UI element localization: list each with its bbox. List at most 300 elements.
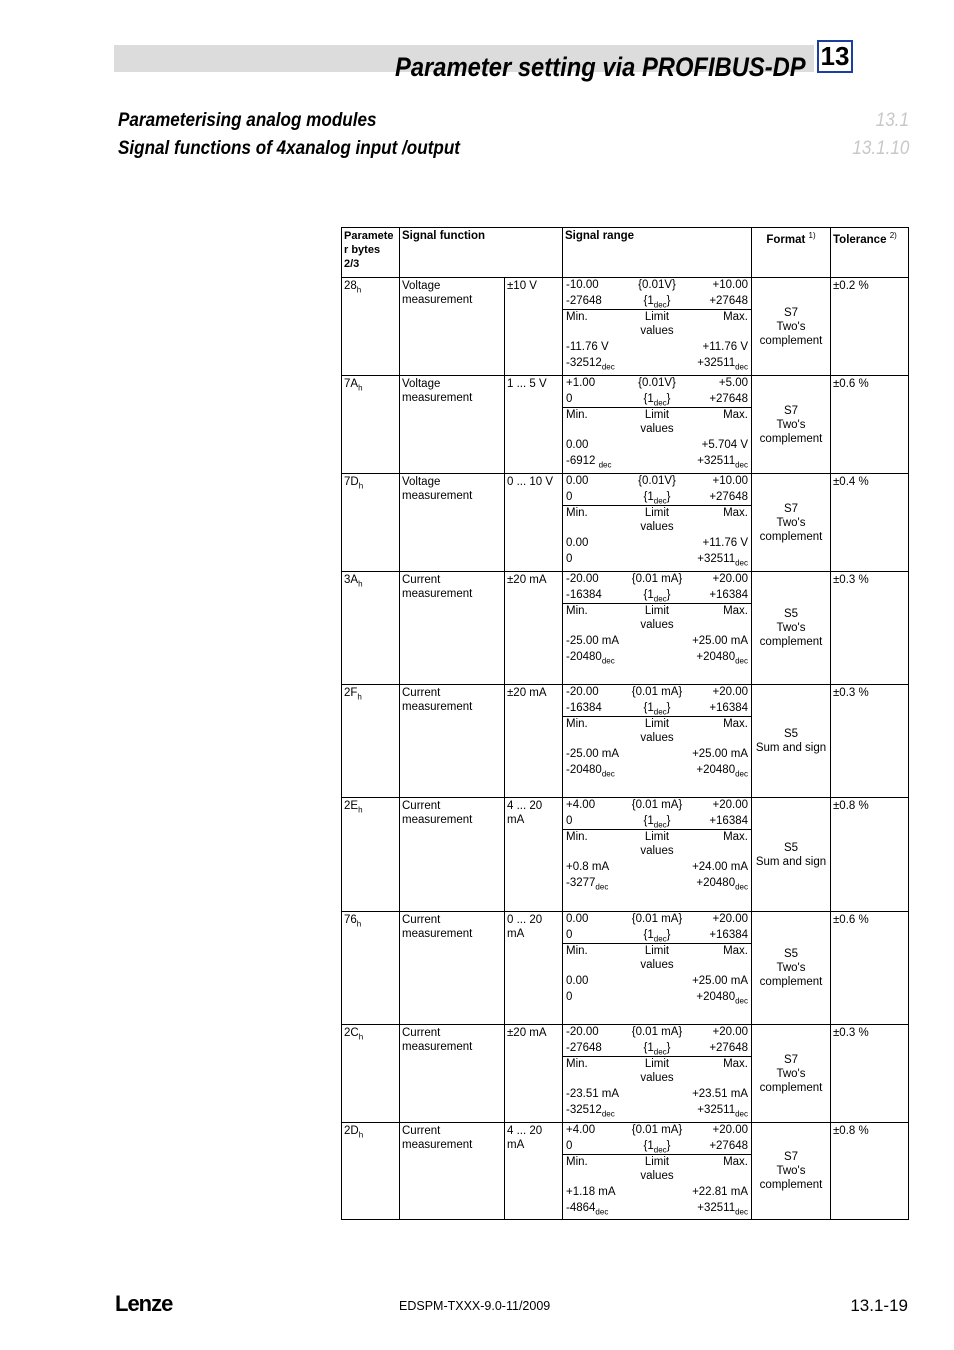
limit-min: 0.00 — [566, 975, 589, 987]
subscript: dec — [735, 655, 749, 665]
nominal-dec-max: +16384 — [709, 701, 749, 714]
limit-values — [563, 1056, 751, 1118]
signal-function: Current measurement — [399, 1025, 504, 1122]
nominal-dec-unit: $\{1_{dec}\}$ — [643, 701, 671, 716]
header-format-label: Format — [766, 233, 806, 246]
signal-type-range: 1 ... 5 V — [504, 376, 562, 473]
tolerance: ±0.8 % — [830, 798, 909, 911]
signal-range — [562, 474, 751, 571]
footnote-1: 1) — [808, 231, 816, 240]
table-row — [341, 375, 909, 473]
nominal-min: +1.00 — [566, 377, 596, 389]
signal-type-range: 4 ... 20 mA — [504, 798, 562, 911]
nominal-unit: {0.01 mA} — [631, 799, 683, 811]
format — [751, 572, 830, 684]
table-row — [341, 1024, 909, 1122]
nominal-max: +20.00 — [712, 913, 749, 925]
subscript: h — [358, 1032, 364, 1042]
signal-function: Voltage measurement — [399, 278, 504, 375]
format-name: Two's complement — [759, 962, 823, 988]
max-label: Max. — [723, 311, 748, 323]
nominal-values — [563, 376, 751, 392]
limit-max: +5.704 V — [701, 439, 749, 451]
signal-type-range: ±20 mA — [504, 685, 562, 797]
limit-min: -25.00 mA — [566, 635, 620, 647]
nominal-values — [563, 1123, 751, 1139]
limit-label: Limit values — [640, 605, 674, 631]
param-value: 7D — [344, 476, 359, 488]
signal-type-range: 4 ... 20 mA — [504, 1123, 562, 1219]
min-label: Min. — [566, 718, 588, 730]
format-code: S7 — [783, 1053, 799, 1066]
section-number-2: 13.1.10 — [851, 138, 909, 159]
subscript: dec — [653, 593, 667, 603]
nominal-dec-min: -16384 — [566, 588, 602, 601]
dec-unit-prefix: {1 — [643, 392, 654, 405]
nominal-dec-unit: $\{1_{dec}\}$ — [643, 928, 671, 943]
subscript: dec — [653, 397, 667, 407]
limit-values — [563, 309, 751, 371]
signal-type-range: 0 ... 20 mA — [504, 912, 562, 1024]
max-label: Max. — [723, 718, 748, 730]
limit-min-dec — [566, 454, 627, 470]
section-number-1: 13.1 — [875, 110, 909, 131]
nominal-unit: {0.01V} — [638, 377, 676, 389]
limit-min-dec — [566, 1201, 627, 1217]
dec-unit-prefix: {1 — [643, 701, 654, 714]
param-value: 28 — [344, 280, 357, 292]
dec-unit-prefix: {1 — [643, 490, 654, 503]
table-header — [341, 227, 909, 277]
format-code: S7 — [783, 404, 799, 417]
subscript: h — [358, 383, 363, 393]
signal-function: Voltage measurement — [399, 376, 504, 473]
nominal-min: -20.00 — [566, 686, 599, 698]
limit-max-dec — [687, 763, 748, 779]
signal-range — [562, 572, 751, 684]
tolerance: ±0.8 % — [830, 1123, 909, 1219]
subscript: dec — [653, 1046, 667, 1056]
limit-values — [563, 407, 751, 469]
subscript: h — [358, 579, 363, 589]
nominal-dec-min: -27648 — [566, 294, 602, 307]
limit-max-dec-value: +32511 — [697, 552, 736, 565]
format-name: Two's complement — [759, 418, 823, 445]
subscript: dec — [653, 819, 667, 829]
nominal-max: +20.00 — [712, 1026, 749, 1038]
signal-range — [562, 376, 751, 473]
nominal-dec-values — [563, 392, 751, 408]
param-value: 3A — [344, 574, 359, 586]
max-label: Max. — [723, 831, 748, 843]
subscript: dec — [735, 1206, 749, 1216]
subscript: h — [357, 692, 362, 702]
nominal-min: 0.00 — [566, 475, 589, 487]
table-row — [341, 473, 909, 571]
subscript: dec — [601, 1108, 615, 1118]
subscript: h — [358, 1130, 364, 1140]
limit-max-dec — [687, 552, 748, 568]
nominal-dec-max: +16384 — [709, 588, 749, 601]
nominal-unit: {0.01V} — [638, 279, 676, 291]
format-code: S7 — [783, 306, 799, 319]
nominal-dec-max: +27648 — [709, 490, 749, 503]
nominal-max: +5.00 — [718, 377, 749, 389]
limit-values — [563, 1154, 751, 1216]
subscript: dec — [735, 995, 749, 1005]
nominal-dec-unit: $\{1_{dec}\}$ — [643, 294, 671, 309]
limit-label: Limit values — [640, 831, 674, 857]
page-number: 13.1-19 — [850, 1296, 908, 1315]
limit-max: +25.00 mA — [692, 748, 749, 760]
nominal-unit: {0.01 mA} — [631, 573, 683, 585]
format-code: S5 — [783, 608, 799, 620]
nominal-unit: {0.01 mA} — [631, 913, 683, 925]
format-name: Two's complement — [759, 516, 823, 543]
nominal-dec-values — [563, 814, 751, 830]
tolerance: ±0.6 % — [830, 912, 909, 1024]
nominal-unit: {0.01 mA} — [631, 1124, 683, 1136]
limit-max-dec-value: +20480 — [696, 990, 736, 1003]
signal-function: Current measurement — [399, 912, 504, 1024]
format — [751, 1123, 830, 1219]
format-code: S7 — [783, 502, 799, 515]
limit-min-dec — [566, 763, 627, 779]
format-code: S5 — [783, 948, 799, 960]
limit-min: -23.51 mA — [566, 1088, 620, 1100]
nominal-dec-unit: $\{1_{dec}\}$ — [643, 588, 671, 603]
param-byte — [341, 376, 399, 473]
format — [751, 912, 830, 1024]
min-label: Min. — [566, 409, 588, 421]
format — [751, 685, 830, 797]
signal-range — [562, 278, 751, 375]
format-code: S5 — [783, 728, 799, 740]
nominal-dec-max: +27648 — [709, 1041, 749, 1054]
format-code: S7 — [783, 1151, 799, 1163]
min-label: Min. — [566, 605, 588, 617]
nominal-unit: {0.01V} — [638, 475, 676, 487]
document-id: EDSPM-TXXX-9.0-11/2009 — [399, 1299, 551, 1313]
signal-type-range: 0 ... 10 V — [504, 474, 562, 571]
nominal-max: +10.00 — [712, 475, 749, 487]
signal-range — [562, 685, 751, 797]
max-label: Max. — [723, 1058, 748, 1070]
nominal-dec-min: 0 — [566, 814, 573, 827]
nominal-dec-min: 0 — [566, 1139, 573, 1152]
nominal-dec-values — [563, 294, 751, 310]
table-row — [341, 684, 909, 797]
param-value: 76 — [344, 914, 357, 926]
dec-unit-prefix: {1 — [643, 1139, 654, 1152]
nominal-dec-unit: $\{1_{dec}\}$ — [643, 1041, 671, 1056]
nominal-dec-max: +27648 — [709, 294, 749, 307]
limit-max: +22.81 mA — [692, 1186, 749, 1198]
limit-min: -25.00 mA — [566, 748, 620, 760]
subscript: dec — [653, 1144, 667, 1154]
signal-function: Current measurement — [399, 572, 504, 684]
header-param: Paramete r bytes 2/3 — [341, 228, 399, 277]
max-label: Max. — [723, 945, 748, 957]
page-title: Parameter setting via PROFIBUS-DP — [395, 52, 806, 82]
limit-values — [563, 603, 751, 665]
param-value: 2E — [344, 800, 359, 812]
param-value: 7A — [344, 378, 359, 390]
limit-min-dec-value: 0 — [566, 552, 573, 565]
nominal-dec-values — [563, 928, 751, 944]
nominal-values — [563, 1025, 751, 1041]
param-byte — [341, 912, 399, 1024]
tolerance: ±0.3 % — [830, 685, 909, 797]
min-label: Min. — [566, 311, 588, 323]
format — [751, 1025, 830, 1122]
header-range: Signal range — [562, 228, 751, 277]
signal-type-range: ±20 mA — [504, 1025, 562, 1122]
nominal-values — [563, 572, 751, 588]
nominal-unit: {0.01 mA} — [631, 686, 683, 698]
subscript: dec — [735, 1108, 749, 1118]
limit-label: Limit values — [640, 718, 674, 744]
limit-min-dec-value: -32512 — [566, 1103, 602, 1116]
nominal-max: +20.00 — [712, 799, 749, 811]
format — [751, 798, 830, 911]
nominal-dec-min: 0 — [566, 490, 573, 503]
nominal-min: +4.00 — [566, 799, 596, 811]
lenze-logo: Lenze — [115, 1291, 173, 1316]
table-row — [341, 1122, 909, 1220]
subscript: h — [358, 805, 363, 815]
subscript: dec — [735, 768, 749, 778]
subscript: dec — [601, 655, 615, 665]
param-byte — [341, 474, 399, 571]
min-label: Min. — [566, 945, 588, 957]
limit-max-dec-value: +32511 — [697, 1201, 736, 1214]
limit-label: Limit values — [640, 507, 674, 533]
nominal-dec-min: -27648 — [566, 1041, 602, 1054]
nominal-dec-min: 0 — [566, 392, 573, 405]
header-tolerance-label: Tolerance — [833, 233, 887, 246]
limit-max-dec — [687, 1201, 748, 1217]
signal-function: Voltage measurement — [399, 474, 504, 571]
signal-range — [562, 1123, 751, 1219]
limit-label: Limit values — [640, 311, 674, 337]
subscript: h — [358, 481, 364, 491]
dec-unit-prefix: {1 — [643, 1041, 654, 1054]
chapter-number: 13 — [817, 40, 853, 73]
limit-max-dec-value: +20480 — [696, 876, 736, 889]
limit-values — [563, 943, 751, 1005]
header-function: Signal function — [399, 228, 562, 277]
param-byte — [341, 685, 399, 797]
signal-function: Current measurement — [399, 798, 504, 911]
header-tolerance — [830, 228, 909, 277]
limit-min-dec — [566, 650, 627, 666]
limit-min-dec — [566, 1103, 627, 1119]
limit-max-dec — [687, 454, 748, 470]
format-name: Two's complement — [759, 320, 823, 347]
limit-max-dec — [687, 990, 748, 1006]
limit-min-dec-value: -6912 — [566, 454, 599, 467]
dec-unit-prefix: {1 — [643, 814, 654, 827]
format — [751, 376, 830, 473]
nominal-min: -20.00 — [566, 573, 599, 585]
limit-min-dec-value: -32512 — [566, 356, 602, 369]
limit-min: -11.76 V — [566, 341, 609, 353]
limit-max-dec — [687, 356, 748, 372]
limit-max-dec — [687, 1103, 748, 1119]
limit-max-dec — [687, 876, 748, 892]
min-label: Min. — [566, 1156, 588, 1168]
nominal-max: +20.00 — [712, 686, 749, 698]
param-value: 2C — [344, 1027, 359, 1039]
min-label: Min. — [566, 507, 588, 519]
nominal-max: +20.00 — [712, 573, 749, 585]
limit-min-dec — [566, 876, 627, 892]
format-name: Two's complement — [759, 1067, 823, 1094]
format — [751, 474, 830, 571]
limit-max: +25.00 mA — [692, 975, 749, 987]
limit-min: 0.00 — [566, 439, 589, 451]
param-value: 2D — [344, 1125, 359, 1137]
nominal-min: -10.00 — [566, 279, 599, 291]
nominal-dec-unit: $\{1_{dec}\}$ — [643, 1139, 671, 1154]
limit-label: Limit values — [640, 1156, 674, 1182]
nominal-dec-min: -16384 — [566, 701, 602, 714]
nominal-unit: {0.01 mA} — [631, 1026, 683, 1038]
nominal-values — [563, 685, 751, 701]
table-row — [341, 277, 909, 375]
nominal-dec-values — [563, 588, 751, 604]
footnote-2: 2) — [889, 231, 897, 240]
subscript: h — [356, 919, 362, 929]
signal-function: Current measurement — [399, 1123, 504, 1219]
limit-min: +0.8 mA — [566, 861, 610, 873]
subtitle-2: Signal functions of 4xanalog input /output — [118, 138, 460, 159]
max-label: Max. — [723, 605, 748, 617]
nominal-values — [563, 474, 751, 490]
signal-type-range: ±10 V — [504, 278, 562, 375]
format-name: Two's complement — [759, 622, 823, 648]
limit-min-dec-value: -3277 — [566, 876, 596, 889]
param-byte — [341, 1123, 399, 1219]
nominal-values — [563, 278, 751, 294]
tolerance: ±0.6 % — [830, 376, 909, 473]
subscript: dec — [653, 706, 667, 716]
limit-min-dec-value: -4864 — [566, 1201, 596, 1214]
nominal-max: +20.00 — [712, 1124, 749, 1136]
subscript: dec — [653, 933, 667, 943]
subscript: dec — [595, 1206, 609, 1216]
nominal-dec-unit: $\{1_{dec}\}$ — [643, 814, 671, 829]
limit-max: +24.00 mA — [692, 861, 749, 873]
dec-unit-prefix: {1 — [643, 294, 654, 307]
signal-range — [562, 1025, 751, 1122]
header-format — [751, 228, 830, 277]
limit-max-dec-value: +20480 — [696, 763, 736, 776]
subscript: dec — [598, 459, 612, 469]
param-byte — [341, 572, 399, 684]
limit-label: Limit values — [640, 409, 674, 435]
signal-type-range: ±20 mA — [504, 572, 562, 684]
nominal-dec-values — [563, 1139, 751, 1155]
max-label: Max. — [723, 409, 748, 421]
limit-min: +1.18 mA — [566, 1186, 616, 1198]
tolerance: ±0.3 % — [830, 572, 909, 684]
limit-values — [563, 829, 751, 891]
signal-function: Current measurement — [399, 685, 504, 797]
nominal-dec-unit: $\{1_{dec}\}$ — [643, 490, 671, 505]
limit-min-dec — [566, 552, 627, 568]
limit-max-dec-value: +20480 — [696, 650, 736, 663]
table-row — [341, 797, 909, 911]
subscript: dec — [601, 361, 615, 371]
tolerance: ±0.2 % — [830, 278, 909, 375]
limit-min-dec — [566, 990, 627, 1006]
signal-range — [562, 912, 751, 1024]
param-byte — [341, 798, 399, 911]
param-byte — [341, 278, 399, 375]
subscript: h — [356, 285, 362, 295]
subscript: dec — [735, 557, 749, 567]
dec-unit-prefix: {1 — [643, 588, 654, 601]
subscript: dec — [735, 361, 749, 371]
nominal-values — [563, 798, 751, 814]
limit-min-dec-value: -20480 — [566, 650, 602, 663]
signal-range — [562, 798, 751, 911]
subscript: dec — [735, 459, 749, 469]
subscript: dec — [653, 495, 667, 505]
format-name: Sum and sign — [755, 855, 827, 868]
subscript: dec — [601, 768, 615, 778]
format-code: S5 — [783, 841, 799, 854]
limit-min: 0.00 — [566, 537, 589, 549]
subscript: dec — [653, 299, 667, 309]
tolerance: ±0.3 % — [830, 1025, 909, 1122]
limit-max: +11.76 V — [702, 537, 749, 549]
format-name: Two's complement — [759, 1165, 823, 1191]
param-byte — [341, 1025, 399, 1122]
nominal-dec-values — [563, 1041, 751, 1057]
nominal-dec-max: +27648 — [709, 392, 749, 405]
max-label: Max. — [723, 507, 748, 519]
nominal-dec-values — [563, 490, 751, 506]
max-label: Max. — [723, 1156, 748, 1168]
limit-max-dec-value: +32511 — [697, 356, 736, 369]
nominal-dec-max: +16384 — [709, 928, 749, 941]
min-label: Min. — [566, 831, 588, 843]
min-label: Min. — [566, 1058, 588, 1070]
nominal-dec-max: +16384 — [709, 814, 749, 827]
nominal-min: 0.00 — [566, 913, 589, 925]
subscript: dec — [595, 881, 609, 891]
limit-label: Limit values — [640, 1058, 674, 1084]
limit-max: +11.76 V — [702, 341, 749, 353]
limit-max-dec-value: +32511 — [697, 1103, 736, 1116]
nominal-dec-max: +27648 — [709, 1139, 749, 1152]
limit-values — [563, 505, 751, 567]
limit-values — [563, 716, 751, 778]
nominal-dec-unit: $\{1_{dec}\}$ — [643, 392, 671, 407]
table-row — [341, 571, 909, 684]
limit-max: +25.00 mA — [692, 635, 749, 647]
tolerance: ±0.4 % — [830, 474, 909, 571]
format-name: Sum and sign — [755, 742, 827, 754]
nominal-min: -20.00 — [566, 1026, 599, 1038]
limit-label: Limit values — [640, 945, 674, 971]
limit-min-dec-value: -20480 — [566, 763, 602, 776]
limit-max-dec — [687, 650, 748, 666]
format — [751, 278, 830, 375]
